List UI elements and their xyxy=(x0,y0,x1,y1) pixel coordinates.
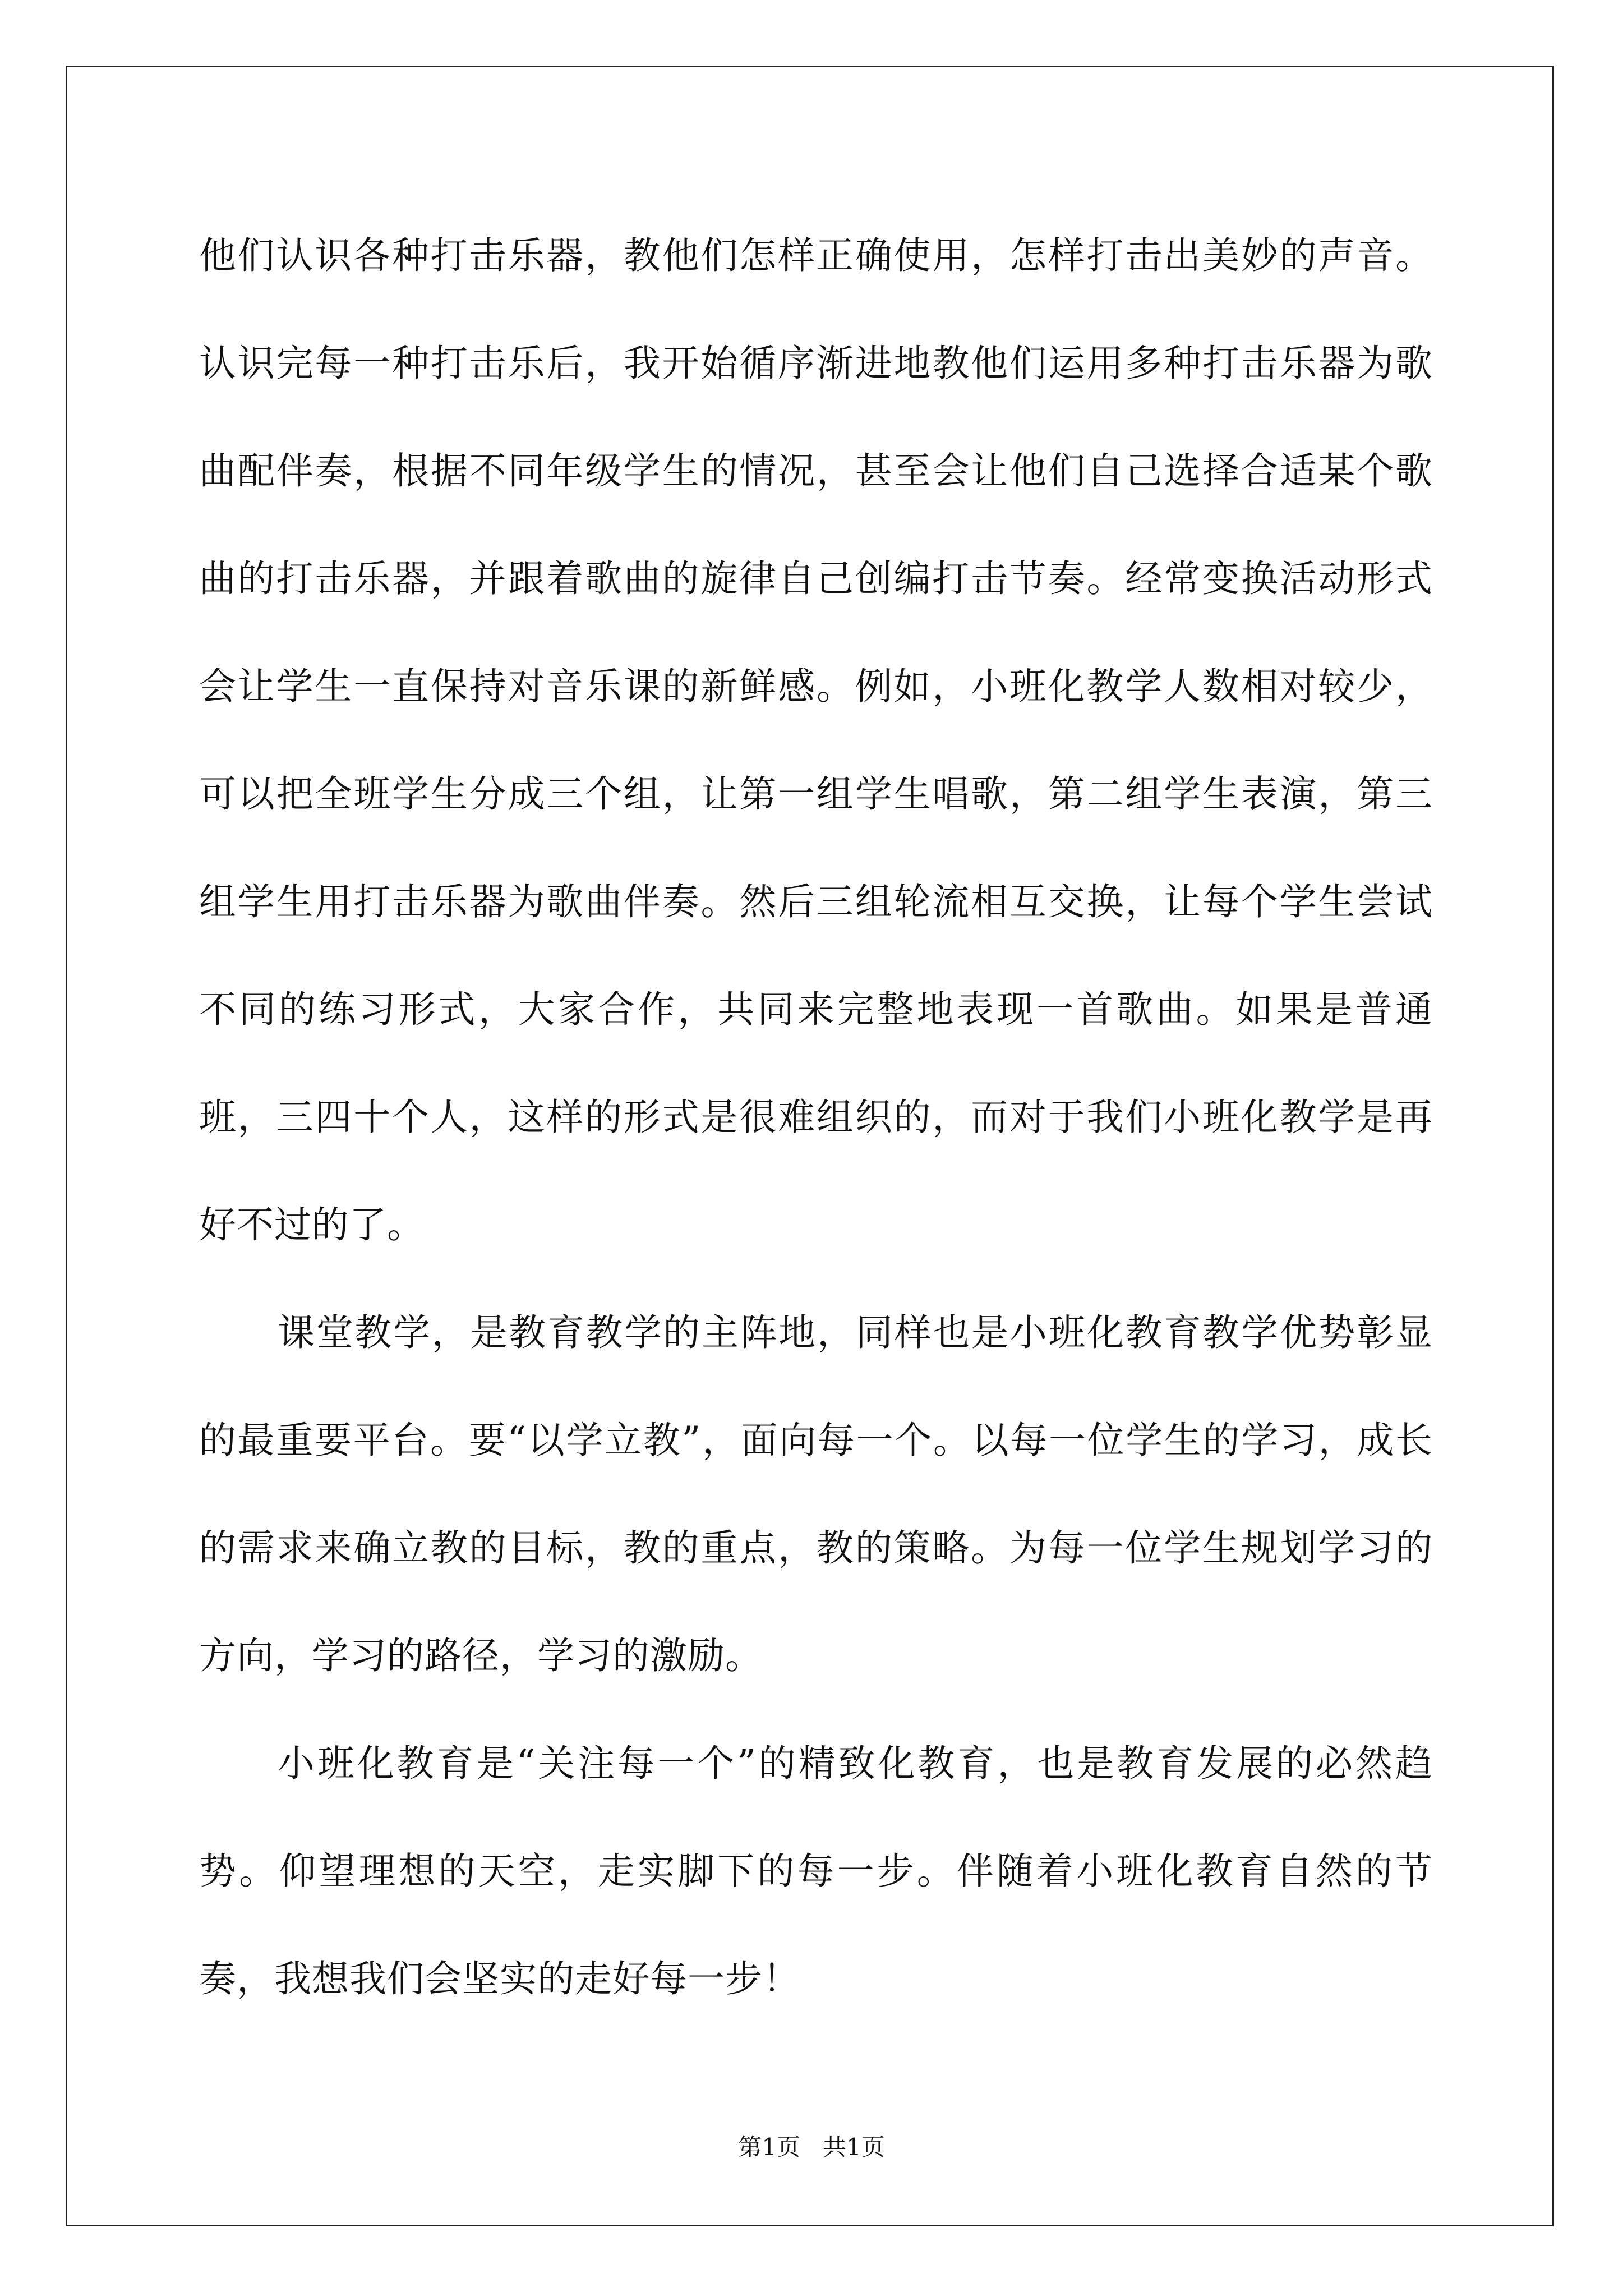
page-footer xyxy=(0,2129,1623,2162)
paragraph-3: 小班化教育是“关注每一个”的精致化教育，也是教育发展的必然趋势。仰望理想的天空，走实脚下的每一步。伴随着小班化教育自然的节奏，我想我们会坚实的走好每一步！ xyxy=(199,1742,1433,2000)
document-body xyxy=(199,202,1433,2033)
paragraph-2: 课堂教学，是教育教学的主阵地，同样也是小班化教育教学优势彰显的最重要平台。要“以学立教”，面向每一个。以每一位学生的学习，成长的需求来确立教的目标，教的重点，教的策略。为每一位学生规划学习的方向，学习的路径，学习的激励。 xyxy=(199,1311,1433,1677)
page-number: 第1页 xyxy=(738,2133,800,2161)
page-total: 共1页 xyxy=(823,2133,885,2161)
paragraph-1: 他们认识各种打击乐器，教他们怎样正确使用，怎样打击出美妙的声音。认识完每一种打击乐后，我开始循序渐进地教他们运用多种打击乐器为歌曲配伴奏，根据不同年级学生的情况，甚至会让他们自己选择合适某个歌曲的打击乐器，并跟着歌曲的旋律自己创编打击节奏。经常变换活动形式会让学生一直保持对音乐课的新鲜感。例如，小班化教学人数相对较少，可以把全班学生分成三个组，让第一组学生唱歌，第二组学生表演，第三组学生用打击乐器为歌曲伴奏。然后三组轮流相互交换，让每个学生尝试不同的练习形式，大家合作，共同来完整地表现一首歌曲。如果是普通班，三四十个人，这样的形式是很难组织的，而对于我们小班化教学是再好不过的了。 xyxy=(199,234,1433,1246)
